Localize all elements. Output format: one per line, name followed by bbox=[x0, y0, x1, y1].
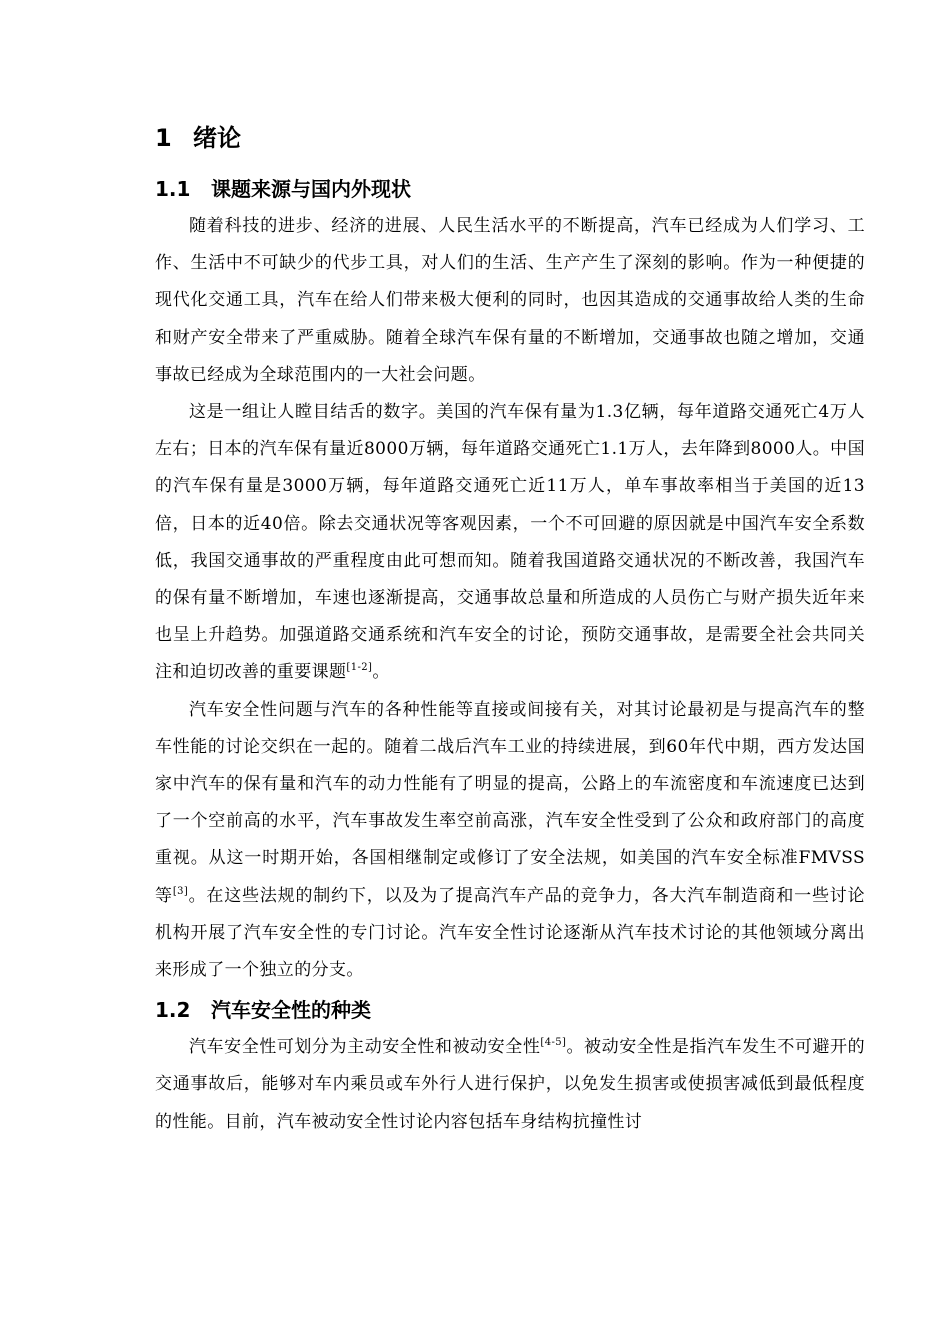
body-paragraph bbox=[155, 692, 865, 990]
chapter-heading bbox=[155, 120, 865, 156]
paragraph-text: 。在这些法规的制约下，以及为了提高汽车产品的竞争力，各大汽车制造商和一些讨论机构开展了汽车安全性的专门讨论。汽车安全性讨论逐渐从汽车技术讨论的其他领域分离出来形成了一个独立的分支。 bbox=[155, 885, 865, 981]
chapter-number: 1 bbox=[155, 124, 172, 152]
paragraph-text: 汽车安全性问题与汽车的各种性能等直接或间接有关，对其讨论最初是与提高汽车的整车性能的讨论交织在一起的。随着二战后汽车工业的持续进展，到60年代中期，西方发达国家中汽车的保有量和汽车的动力性能有了明显的提高，公路上的车流密度和车流速度已达到了一个空前高的水平，汽车事故发生率空前高涨，汽车安全性受到了公众和政府部门的高度重视。从这一时期开始，各国相继制定或修订了安全法规，如美国的汽车安全标准FMVSS等 bbox=[155, 699, 865, 906]
section-heading bbox=[155, 172, 865, 206]
page-content bbox=[155, 120, 865, 1141]
section-title: 课题来源与国内外现状 bbox=[211, 177, 411, 201]
section-number: 1.2 bbox=[155, 998, 191, 1023]
citation-ref: [3] bbox=[172, 885, 189, 897]
body-paragraph bbox=[155, 208, 865, 394]
chapter-title: 绪论 bbox=[193, 124, 241, 152]
paragraph-text: 随着科技的进步、经济的进展、人民生活水平的不断提高，汽车已经成为人们学习、工作、生活中不可缺少的代步工具，对人们的生活、生产产生了深刻的影响。作为一种便捷的现代化交通工具，汽车在给人们带来极大便利的同时，也因其造成的交通事故给人类的生命和财产安全带来了严重威胁。随着全球汽车保有量的不断增加，交通事故也随之增加，交通事故已经成为全球范围内的一大社会问题。 bbox=[155, 216, 865, 385]
paragraph-text: 这是一组让人瞠目结舌的数字。美国的汽车保有量为1.3亿辆，每年道路交通死亡4万人左右；日本的汽车保有量近8000万辆，每年道路交通死亡1.1万人，去年降到8000人。中国的汽车保有量是3000万辆，每年道路交通死亡近11万人，单车事故率相当于美国的近13倍，日本的近40倍。除去交通状况等客观因素，一个不可回避的原因就是中国汽车安全系数低，我国交通事故的严重程度由此可想而知。随着我国道路交通状况的不断改善，我国汽车的保有量不断增加，车速也逐渐提高，交通事故总量和所造成的人员伤亡与财产损失近年来也呈上升趋势。加强道路交通系统和汽车安全的讨论，预防交通事故，是需要全社会共同关注和迫切改善的重要课题 bbox=[155, 402, 865, 683]
body-paragraph bbox=[155, 394, 865, 692]
section-heading bbox=[155, 993, 865, 1027]
paragraph-text: 。 bbox=[372, 662, 390, 683]
section-number: 1.1 bbox=[155, 177, 191, 201]
body-paragraph bbox=[155, 1029, 865, 1141]
citation-ref: [4-5] bbox=[540, 1037, 567, 1049]
paragraph-text: 汽车安全性可划分为主动安全性和被动安全性 bbox=[189, 1037, 541, 1058]
citation-ref: [1-2] bbox=[346, 662, 373, 674]
section-title: 汽车安全性的种类 bbox=[211, 998, 371, 1023]
paragraph-text: 。被动安全性是指汽车发生不可避开的交通事故后，能够对车内乘员或车外行人进行保护，以免发生损害或使损害减低到最低程度的性能。目前，汽车被动安全性讨论内容包括车身结构抗撞性讨 bbox=[155, 1037, 865, 1132]
